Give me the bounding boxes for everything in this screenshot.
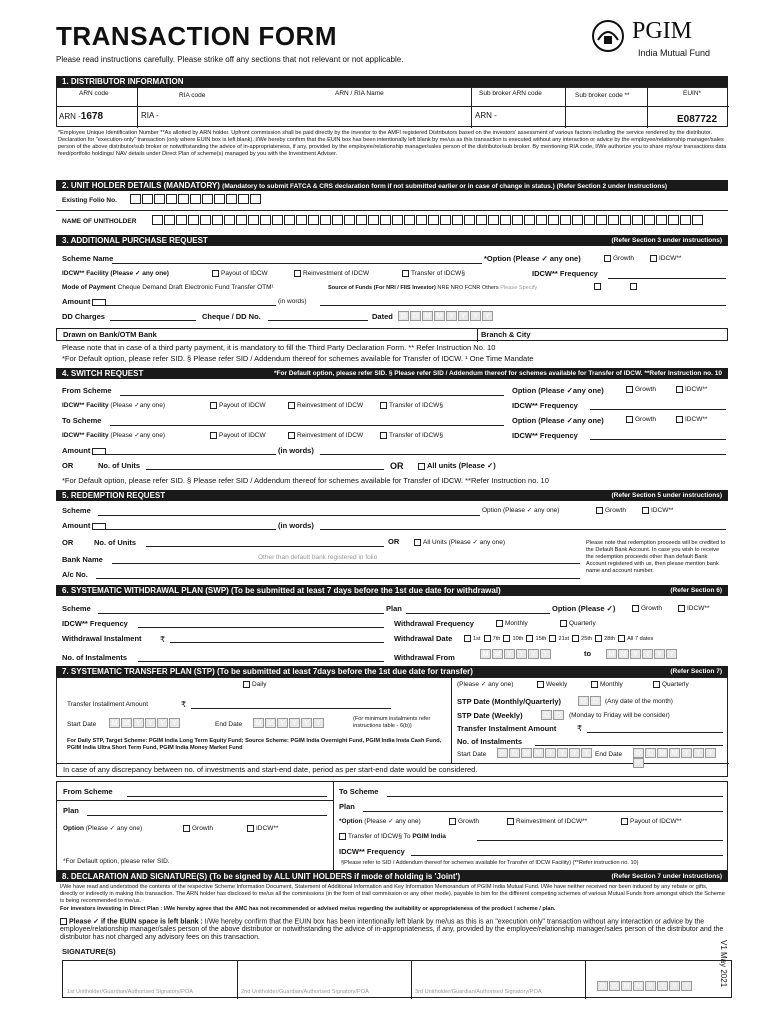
section-7-note: (Refer Section 7): [670, 668, 722, 675]
s3-note-1: Please note that in case of a third party payment, it is mandatory to fill the Third Party Declaration Form. ** Refer Instruction No. 10: [62, 343, 496, 352]
section-3-title: 3. ADDITIONAL PURCHASE REQUEST: [62, 236, 208, 245]
s7-weekly-label: Weekly: [546, 681, 568, 689]
s3-branch-label: Branch & City: [481, 330, 531, 339]
s4-in-words-label: (in words): [278, 446, 314, 455]
rupee-icon: ₹: [577, 724, 583, 733]
s7-plan2-input[interactable]: [363, 804, 723, 812]
s7-transfer-checkbox[interactable]: [339, 833, 346, 840]
s6-wfrom-label: Withdrawal From: [394, 653, 455, 662]
section-5-title: 5. REDEMPTION REQUEST: [62, 491, 166, 500]
section-7-title: 7. SYSTEMATIC TRANSFER PLAN (STP) (To be submitted at least 7days before the 1st due date for transfer): [62, 667, 473, 676]
s3-cheque-input[interactable]: [268, 313, 368, 321]
s4-payout-label: Payout of IDCW: [219, 402, 266, 410]
s5-in-words-input[interactable]: [320, 522, 726, 530]
s7-option2-label: *Option: [339, 818, 363, 825]
s4-reinvest2-label: Reinvestment of IDCW: [297, 432, 364, 440]
s4-amount-input[interactable]: [106, 447, 276, 455]
s7-idcw-checkbox[interactable]: [247, 825, 254, 832]
s7-growth-checkbox[interactable]: [183, 825, 190, 832]
s6-option-label: Option (Please ✓): [552, 604, 616, 613]
s6-idcw-checkbox[interactable]: [678, 605, 685, 612]
section-7-header: [56, 666, 728, 677]
s4-from-label: From Scheme: [62, 386, 112, 395]
section-1-header: [56, 76, 728, 87]
rupee-icon: ₹: [160, 635, 166, 644]
col-ria-code: RIA code: [179, 92, 206, 99]
section-2-header: [56, 180, 728, 191]
s7-start2-boxes[interactable]: D D M M Y Y Y Y: [497, 748, 593, 758]
s3-cheque-label: Cheque / DD No.: [202, 312, 261, 321]
s3-source-label: Source of Funds (For NRI / FIIS Investor): [328, 285, 436, 291]
s3-scheme-input[interactable]: [112, 256, 482, 264]
s4-growth-checkbox[interactable]: [626, 386, 633, 393]
s7-tia2-input[interactable]: [587, 725, 723, 733]
s8-euin-decl: [60, 918, 726, 942]
s6-from-date-boxes[interactable]: M M Y Y Y Y: [480, 649, 552, 659]
s3-drawn-label: Drawn on Bank/OTM Bank: [63, 330, 157, 339]
s4-idcw2-checkbox[interactable]: [676, 416, 683, 423]
s7-option2-hint: (Please ✓ any one): [364, 818, 421, 825]
s7-transfer-label: Transfer of IDCW§ To: [348, 833, 411, 841]
s6-ninst-label: No. of Instalments: [62, 653, 128, 662]
s8-declaration: I/We have read and understood the contents of the respective Scheme Information Document, Statement of Additional Information and Key Information Memorandum of PGIM India Mutual Fund. I/We have neither received nor been induced by any rebate or gifts, directly or indirectly in making this transaction. The ARN holder has disclosed to me/us all the commissions (in the form of trail commission or any other mode), payable to him for the different competing schemes of various Mutual Funds from amongst which the Scheme is being recommended to me/us.: [60, 884, 725, 904]
sig1-label[interactable]: 1st Unitholder/Guardian/Authorised Signatory/POA: [67, 989, 193, 995]
version-label: V1 May 2021: [719, 940, 728, 988]
unitholder-name-label: NAME OF UNITHOLDER: [62, 218, 137, 225]
s3-date-boxes[interactable]: D D M M Y Y Y Y: [398, 311, 494, 321]
section-2-title: 2. UNIT HOLDER DETAILS (MANDATORY): [62, 181, 220, 190]
unitholder-name-boxes[interactable]: [152, 215, 704, 225]
s4-or-label: OR: [62, 461, 74, 470]
s7-plan-input[interactable]: [87, 808, 327, 816]
s6-quarterly-label: Quarterly: [569, 620, 596, 628]
s4-payout2-label: Payout of IDCW: [219, 432, 266, 440]
s7-start-label: Start Date: [67, 721, 97, 728]
pgim-logo-icon: [590, 18, 626, 54]
arn-prefix: ARN -: [59, 112, 81, 121]
s5-scheme-label: Scheme: [62, 506, 91, 515]
section-6-note: (Refer Section 6): [670, 587, 722, 594]
rupee-icon: [92, 448, 106, 455]
s7-refer-note: §Please refer to SID / Addendum thereof for schemes available for Transfer of IDCW Facility) (**Refer instruction no. 10): [341, 860, 639, 866]
s7-option-hint: (Please ✓ any one): [85, 825, 143, 832]
s7-daily-label: Daily: [252, 681, 267, 689]
s3-mode-label: Mode of Payment: [62, 284, 116, 291]
s5-scheme-input[interactable]: [98, 508, 480, 516]
section-3-header: [56, 235, 728, 246]
section-5-note: (Refer Section 5 under instructions): [611, 492, 722, 499]
s6-wdate-label: Withdrawal Date: [394, 634, 453, 643]
s3-reinvest-label: Reinvestment of IDCW: [303, 270, 370, 278]
s5-acno-input[interactable]: [96, 571, 580, 579]
s4-all-units-label: All units (Please ✓): [427, 461, 496, 470]
s7-monthly-label: Monthly: [600, 681, 623, 689]
s7-to-input[interactable]: [387, 789, 723, 797]
s4-payout2-checkbox[interactable]: [210, 432, 217, 439]
sig-date-boxes[interactable]: D D M M Y Y Y Y: [597, 981, 693, 991]
s7-weekly-checkbox[interactable]: [537, 681, 544, 688]
s5-bank-label: Bank Name: [62, 555, 103, 564]
s4-option2-label: Option (Please ✓any one): [512, 416, 604, 425]
euin-value[interactable]: E087722: [677, 114, 718, 125]
sub-arn-prefix[interactable]: ARN -: [475, 111, 497, 120]
s7-stp-mq-label: STP Date (Monthly/Quarterly): [457, 697, 562, 706]
s8-euin-bold: Please ✓ if the EUIN space is left blank :: [69, 918, 203, 926]
s4-all-units-checkbox[interactable]: [418, 463, 425, 470]
s3-please-specify[interactable]: Please Specify: [500, 285, 538, 291]
s5-in-words-label: (in words): [278, 521, 314, 530]
s7-end2-label: End Date: [595, 751, 623, 758]
s7-end-label: End Date: [215, 721, 243, 728]
s5-all-units-checkbox[interactable]: [414, 539, 421, 546]
pgim-brand-sub: India Mutual Fund: [638, 48, 711, 58]
s6-quarterly-checkbox[interactable]: [560, 620, 567, 627]
s7-from-input[interactable]: [127, 789, 327, 797]
s4-idcw-checkbox[interactable]: [676, 386, 683, 393]
col-name: ARN / RIA Name: [335, 90, 384, 97]
s3-amount-input[interactable]: [106, 298, 276, 306]
s3-idcw-checkbox[interactable]: [650, 255, 657, 262]
s7-daily-checkbox[interactable]: [243, 681, 250, 688]
s5-or2-label: OR: [388, 537, 400, 546]
s6-winst-label: Withdrawal Instalment: [62, 634, 142, 643]
s7-frequency-label: IDCW** Frequency: [339, 847, 405, 856]
s7-ninst-label: No. of Instalments: [457, 737, 523, 746]
s6-to-label: to: [584, 649, 592, 658]
s4-or2-label: OR: [390, 461, 404, 471]
s8-euin-checkbox[interactable]: [60, 918, 67, 925]
col-sub-arn: Sub broker ARN code: [479, 90, 542, 97]
s6-growth-label: Growth: [641, 605, 662, 613]
s7-min-inst: (For minimum instalments refer instructions table - 6(b)): [353, 716, 431, 729]
s3-transfer-label: Transfer of IDCW§: [411, 270, 465, 278]
s7-start2-label: Start Date: [457, 751, 487, 758]
s7-tia-input[interactable]: [191, 701, 391, 709]
section-4-header: [56, 368, 728, 379]
col-sub-code: Sub broker code **: [575, 92, 630, 99]
s7-frequency-input[interactable]: [411, 848, 723, 856]
s4-growth2-checkbox[interactable]: [626, 416, 633, 423]
s7-opt-hint: (Please ✓ any one): [457, 681, 514, 688]
s4-facility2-label: IDCW** Facility: [62, 432, 109, 439]
s5-growth-label: Growth: [605, 507, 626, 515]
s7-tia-label: Transfer Installment Amount: [67, 701, 149, 708]
s5-option-label: Option (Please ✓ any one): [482, 507, 560, 514]
s4-idcw-label: IDCW**: [685, 386, 708, 394]
stp-schemes-box: [56, 781, 728, 871]
s3-bank-row: [56, 328, 728, 341]
s6-idcw-label: IDCW**: [687, 605, 710, 613]
section-4-note: *For Default option, please refer SID. § Please refer SID / Addendum thereof for schemes available for Transfer of IDCW. **Refer Instruction no. 10: [273, 370, 722, 377]
section-5-header: [56, 490, 728, 501]
s6-monthly-checkbox[interactable]: [496, 620, 503, 627]
s6-ninst-input[interactable]: [138, 654, 384, 662]
s7-daily-note: For Daily STP, Target Scheme: PGIM India Long Term Equity Fund; Source Scheme: PGIM India Overnight Fund, PGIM India Insta Cash Fund, PGIM India Ultra Short Term Fund, PGIM India Money Market Fund: [67, 738, 442, 751]
s3-growth-label: Growth: [613, 255, 634, 263]
s7-mon-fri: (Monday to Friday will be consider): [569, 712, 670, 719]
s3-option-label: *Option (Please ✓ any one): [484, 254, 581, 263]
s3-source-options[interactable]: NRE NRO FCNR Others: [437, 285, 499, 291]
s4-option-label: Option (Please ✓any one): [512, 386, 604, 395]
rupee-icon: [92, 523, 106, 530]
s3-idcw-label: IDCW**: [659, 255, 682, 263]
section-6-title: 6. SYSTEMATIC WITHDRAWAL PLAN (SWP) (To be submitted at least 7 days before the 1st due date for withdrawal): [62, 586, 501, 595]
pgim-brand: PGIM: [632, 18, 693, 44]
s7-option-label: Option: [63, 825, 84, 832]
s6-plan-input[interactable]: [406, 606, 550, 614]
s3-growth-checkbox[interactable]: [604, 255, 611, 262]
s3-in-words-input[interactable]: [320, 298, 726, 306]
s7-transfer-input[interactable]: [477, 833, 723, 841]
s3-facility-label: IDCW** Facility (Please ✓ any one): [62, 270, 169, 277]
distributor-table: [56, 87, 728, 127]
s6-frequency-label: IDCW** Frequency: [62, 619, 128, 628]
s5-or-label: OR: [62, 538, 74, 547]
s4-growth-label: Growth: [635, 386, 656, 394]
s4-facility2-hint: (Please ✓any one): [110, 432, 165, 439]
rupee-icon: [92, 299, 106, 306]
s3-reinvest-checkbox[interactable]: [294, 270, 301, 277]
s7-reinvest-checkbox[interactable]: [507, 818, 514, 825]
s4-facility-label: IDCW** Facility: [62, 402, 109, 409]
ria-prefix[interactable]: RIA -: [141, 111, 159, 120]
s4-transfer2-label: Transfer of IDCW§: [389, 432, 443, 440]
sig3-label[interactable]: 3rd Unitholder/Guardian/Authorised Signatory/POA: [415, 989, 542, 995]
s4-to-input[interactable]: [110, 418, 504, 426]
s6-winst-input[interactable]: [170, 635, 384, 643]
s7-end-boxes[interactable]: M M Y Y Y Y: [253, 718, 325, 728]
s4-frequency2-input[interactable]: [590, 432, 726, 440]
s4-frequency2-label: IDCW** Frequency: [512, 431, 578, 440]
page-title: TRANSACTION FORM: [56, 21, 337, 51]
s3-dated-label: Dated: [372, 312, 393, 321]
section-8-header: [56, 871, 728, 882]
s4-transfer-checkbox[interactable]: [380, 402, 387, 409]
s5-idcw-checkbox[interactable]: [642, 507, 649, 514]
s7-reinvest-label: Reinvestment of IDCW**: [516, 818, 588, 826]
section-8-note: (Refer Section 7 under Instructions): [611, 873, 722, 880]
s3-transfer-checkbox[interactable]: [402, 270, 409, 277]
s5-bank-hint: Other than default bank registered in folio: [258, 554, 378, 561]
s3-in-words-label: (in words): [278, 298, 307, 305]
s4-transfer-label: Transfer of IDCW§: [389, 402, 443, 410]
s6-to-date-boxes[interactable]: M M Y Y Y Y: [606, 649, 678, 659]
s7-end2-boxes[interactable]: D D M M Y Y YY: [633, 748, 727, 768]
s6-scheme-input[interactable]: [98, 606, 384, 614]
s4-units-label: No. of Units: [98, 461, 141, 470]
s3-dd-label: DD Charges: [62, 312, 105, 321]
s6-date-options[interactable]: 1st 7th 10th 15th 21st 25th 28th All 7 dates: [464, 635, 653, 643]
s5-units-input[interactable]: [146, 539, 384, 547]
s7-pgim-label: PGIM India: [412, 833, 446, 841]
s4-growth2-label: Growth: [635, 416, 656, 424]
s6-frequency-input[interactable]: [138, 620, 384, 628]
s7-to-label: To Scheme: [339, 787, 379, 796]
s7-from-label: From Scheme: [63, 787, 113, 796]
s3-amount-label: Amount: [62, 297, 91, 306]
s3-source-checkbox-a[interactable]: [594, 283, 601, 290]
s7-growth2-label: Growth: [458, 818, 479, 826]
section-2-inline-note: (Mandatory to submit FATCA & CRS declaration form if not submitted earlier or in case of change in status.) (Refer Section 2 under Instructions): [222, 183, 668, 190]
s7-plan-label: Plan: [63, 806, 79, 815]
s7-stp-w-label: STP Date (Weekly): [457, 711, 523, 720]
s7-payout-label: Payout of IDCW**: [630, 818, 682, 826]
s7-start-boxes[interactable]: M M Y Y Y Y: [109, 718, 181, 728]
s7-monthly-checkbox[interactable]: [591, 681, 598, 688]
s4-units-input[interactable]: [146, 462, 384, 470]
s5-all-units-label: All Units (Please ✓ any one): [423, 539, 506, 547]
distributor-disclaimer: *Employee Unique Identification Number **As allotted by ARN holder. Upfront commission shall be paid directly by the investor to the AMFI registered Distributors based on the investors' assessment of various factors including the service rendered by the distributor. Declaration for "execution-only" transaction (only where EUIN box is left blank). I/We hereby confirm that the EUIN box has been intentionally left blank by me/us as this transaction is executed without any interaction or advice by the employee/relationship manager/sales person of the above distributor/sub broker or notwithstanding the advice of in-appropriateness, if any, provided by the employee/relationship manager/sales person of the distributor/sub broker. By mentioning RIA code, I/We authorize you to share my/our transactions data feed/portfolio holdings/ NAV details under Direct Plan of scheme(s) managed by you with the Investment Adviser.: [58, 130, 727, 157]
s6-growth-checkbox[interactable]: [632, 605, 639, 612]
s8-signatures-label: SIGNATURE(S): [62, 947, 116, 956]
s3-mode-options[interactable]: Cheque Demand Draft Electronic Fund Transfer OTM¹: [117, 284, 274, 291]
s6-scheme-label: Scheme: [62, 604, 91, 613]
s5-amount-label: Amount: [62, 521, 91, 530]
s3-source-checkbox-b[interactable]: [630, 283, 637, 290]
col-euin: EUIN*: [683, 90, 702, 97]
s6-wfreq-label: Withdrawal Frequency: [394, 619, 474, 628]
s5-growth-checkbox[interactable]: [596, 507, 603, 514]
s6-monthly-label: Monthly: [505, 620, 528, 628]
s7-payout-checkbox[interactable]: [621, 818, 628, 825]
s4-idcw2-label: IDCW**: [685, 416, 708, 424]
s7-quarterly-checkbox[interactable]: [653, 681, 660, 688]
s3-note-2: *For Default option, please refer SID. § Please refer SID / Addendum thereof for schemes available for Transfer of IDCW. ¹ One Time Mandate: [62, 354, 534, 363]
sig2-label[interactable]: 2nd Unitholder/Guardian/Authorised Signatory/POA: [241, 989, 369, 995]
s3-dd-input[interactable]: [110, 313, 196, 321]
s6-plan-label: Plan: [386, 604, 402, 613]
s4-frequency-label: IDCW** Frequency: [512, 401, 578, 410]
s5-idcw-label: IDCW**: [651, 507, 674, 515]
s4-transfer2-checkbox[interactable]: [380, 432, 387, 439]
s4-reinvest2-checkbox[interactable]: [288, 432, 295, 439]
s4-frequency-input[interactable]: [590, 402, 726, 410]
s7-idcw-label: IDCW**: [256, 825, 279, 833]
s5-side-note: Please note that redemption proceeds will be credited to the Default Bank Account. In case you wish to receive the redemption proceeds other than default Bank Account registered with us, then please mention bank name and account number.: [586, 540, 726, 574]
s5-acno-label: A/c No.: [62, 570, 88, 579]
s4-payout-checkbox[interactable]: [210, 402, 217, 409]
folio-label: Existing Folio No.: [62, 197, 117, 204]
s4-from-input[interactable]: [120, 388, 504, 396]
s3-scheme-label: Scheme Name: [62, 254, 114, 263]
s4-amount-label: Amount: [62, 446, 91, 455]
arn-value[interactable]: 1678: [80, 111, 104, 122]
s7-tia2-label: Transfer Instalment Amount: [457, 724, 557, 733]
s4-footnote: *For Default option, please refer SID. § Please refer SID / Addendum thereof for schemes available for Transfer of IDCW. **Refer Instruction no. 10: [62, 476, 549, 485]
s3-frequency-label: IDCW** Frequency: [532, 269, 598, 278]
col-arn-code: ARN code: [79, 90, 109, 97]
s8-euin-text: I/We hereby confirm that the EUIN box has been intentionally left blank by me/us as this is an "execution only" transaction without any interaction or advice by the employee/relationship manager/sales person of the above distributor or notwithstanding the advice of in-appropriateness, if any, provided by the employee/relationship manager/sales person of the distributor and the distributor has not charged any advisory fees on this transaction.: [60, 918, 724, 942]
section-8-title: 8. DECLARATION AND SIGNATURE(S) (To be signed by ALL UNIT HOLDERS if mode of holding is 'Joint'): [62, 872, 461, 881]
section-6-header: [56, 585, 728, 596]
section-1-title: 1. DISTRIBUTOR INFORMATION: [62, 77, 184, 86]
s7-any-date: (Any date of the month): [605, 698, 673, 705]
s5-amount-input[interactable]: [106, 522, 276, 530]
s3-frequency-input[interactable]: [608, 271, 726, 279]
s7-ninst-input[interactable]: [535, 738, 723, 746]
page-instructions: Please read instructions carefully. Please strike off any sections that not relevant or not applicable.: [56, 55, 404, 64]
s3-payout-label: Payout of IDCW: [221, 270, 268, 278]
s4-reinvest-checkbox[interactable]: [288, 402, 295, 409]
s7-discrepancy: In case of any discrepancy between no. of investments and start-end date, period as per start-end date would be considered.: [63, 765, 478, 774]
s7-quarterly-label: Quarterly: [662, 681, 689, 689]
folio-boxes[interactable]: [130, 194, 262, 204]
s7-default-note: *For Default option, please refer SID.: [63, 858, 170, 865]
s4-in-words-input[interactable]: [320, 447, 726, 455]
section-4-title: 4. SWITCH REQUEST: [62, 369, 144, 378]
s7-growth2-checkbox[interactable]: [449, 818, 456, 825]
pgim-logo: [590, 18, 728, 62]
rupee-icon: ₹: [181, 700, 187, 709]
s4-reinvest-label: Reinvestment of IDCW: [297, 402, 364, 410]
s4-to-label: To Scheme: [62, 416, 102, 425]
section-3-note: (Refer Section 3 under instructions): [611, 237, 722, 244]
s7-plan2-label: Plan: [339, 802, 355, 811]
s4-facility-hint: (Please ✓any one): [110, 402, 165, 409]
s7-growth-label: Growth: [192, 825, 213, 833]
s8-direct: For investors investing in Direct Plan : I/We hereby agree that the AMC has not recommended or advised me/us regarding the suitability or appropriateness of the product / scheme / plan.: [60, 906, 556, 912]
signature-box: [62, 960, 732, 998]
stp-box: Daily (Please ✓ any one) Weekly Monthly Quarterly Transfer Installment Amount ₹ STP Date (Monthly/Quarterly) D D (Any date of the month) STP Date (Weekly) D D (Monday to Friday will be consider) Start Date M M Y Y Y Y End Date M M Y Y Y Y (For minimum instalments refer instructions table - 6(b)) Transfer Instalment Amount ₹ No. of Instalments For Daily STP, Target Scheme: PGIM India Long Term Equity Fund; Source Scheme: PGIM India Overnight Fund, PGIM India Insta Cash Fund, PGIM India Ultra Short Term Fund, PGIM India Money Market Fund Start Date D D M M Y Y Y Y End Date D D M M Y Y YY In case of any discrepancy between no. of investments and start-end date, period as per start-end date would be considered.: [56, 677, 728, 777]
s5-units-label: No. of Units: [94, 538, 137, 547]
s3-payout-checkbox[interactable]: [212, 270, 219, 277]
